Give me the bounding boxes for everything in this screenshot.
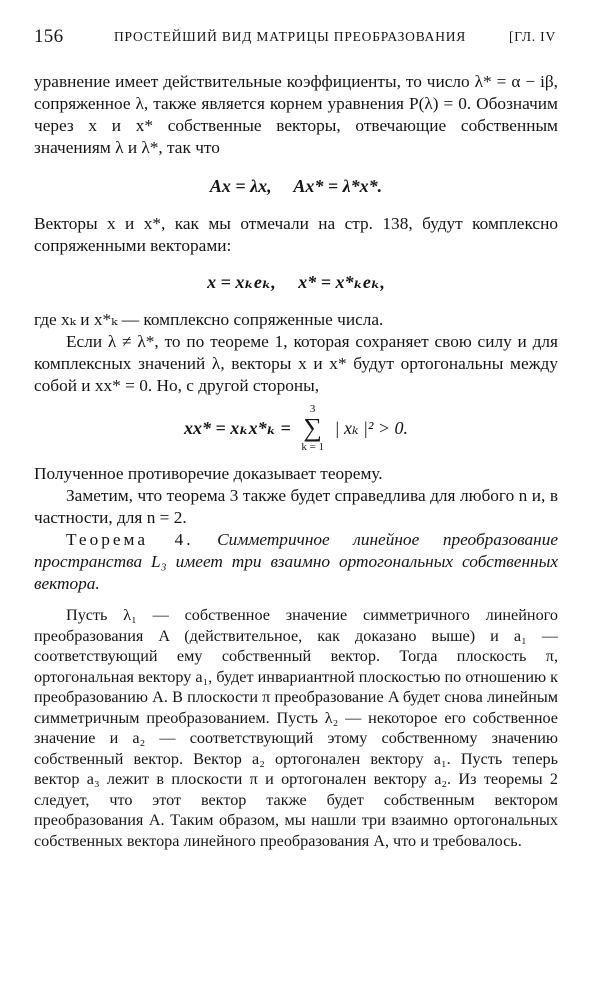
- proof-paragraph: Пусть λ₁ — собственное значение симметричного линейного преобразования A (действительное, как доказано выше) и a₁ — соответствующий ему собственный вектор. Тогда плоскость π, ортогональная вектору a₁, будет инвариантной плоскостью по отношению к преобразованию A. В плоскости π преобразование A будет снова линейным симметричным преобразованием. Пусть λ₂ — некоторое его собственное значение и a₂ — соответствующий этому собственному значению собственный вектор. Вектор a₂ ортогонален вектору a₁. Пусть теперь вектор a₃ лежит в плоскости π и ортогонален вектору a₂. Из теоремы 2 следует, что этот вектор также будет собственным вектором преобразования A. Таким образом, мы нашли три взаимно ортогональных собственных вектора линейного преобразования A, что и требовалось.: [34, 606, 558, 850]
- theorem-4: [34, 529, 558, 595]
- paragraph-3: где xₖ и x*ₖ — комплексно сопряженные числа.: [34, 310, 384, 329]
- paragraph-5: Полученное противоречие доказывает теорему.: [34, 464, 383, 483]
- theorem-label: Теорема 4.: [66, 530, 194, 549]
- paragraph-1: уравнение имеет действительные коэффициенты, то число λ* = α − iβ, сопряженное λ, также является корнем уравнения P(λ) = 0. Обозначим через x и x* собственные векторы, отвечающие собственным значениям λ и λ*, так что: [34, 72, 558, 157]
- page-body: [34, 71, 558, 851]
- paragraph-6: Заметим, что теорема 3 также будет справедлива для любого n и, в частности, для n = 2.: [34, 486, 558, 527]
- formula-eigen-equations: Ax = λx, Ax* = λ*x*.: [209, 176, 383, 196]
- book-page: [34, 26, 558, 851]
- formula-sum-right: | xₖ |² > 0.: [330, 418, 409, 438]
- summation-upper-limit: 3: [309, 403, 316, 415]
- summation-lower-limit: k = 1: [301, 441, 325, 453]
- chapter-marker: [ГЛ. IV: [508, 29, 556, 44]
- page-number: 156: [34, 26, 64, 47]
- summation-symbol: ∑: [303, 413, 322, 442]
- formula-vector-components: x = xₖeₖ, x* = x*ₖeₖ,: [207, 272, 385, 292]
- summation-sign: [301, 403, 324, 453]
- running-title: ПРОСТЕЙШИЙ ВИД МАТРИЦЫ ПРЕОБРАЗОВАНИЯ: [114, 29, 467, 44]
- paragraph-4: Если λ ≠ λ*, то по теореме 1, которая сохраняет свою силу и для комплексных значений λ, векторы x и x* будут ортогональны между собой и xx* = 0. Но, с другой стороны,: [34, 332, 558, 395]
- theorem-statement: Симметричное линейное преобразование пространства L₃ имеет три взаимно ортогональных собственных вектора.: [34, 530, 558, 593]
- paragraph-2: Векторы x и x*, как мы отмечали на стр. 138, будут комплексно сопряженными векторами:: [34, 214, 558, 255]
- page-header: [34, 26, 558, 52]
- formula-sum-left: xx* = xₖx*ₖ =: [183, 418, 296, 438]
- formula-sum: [34, 403, 558, 453]
